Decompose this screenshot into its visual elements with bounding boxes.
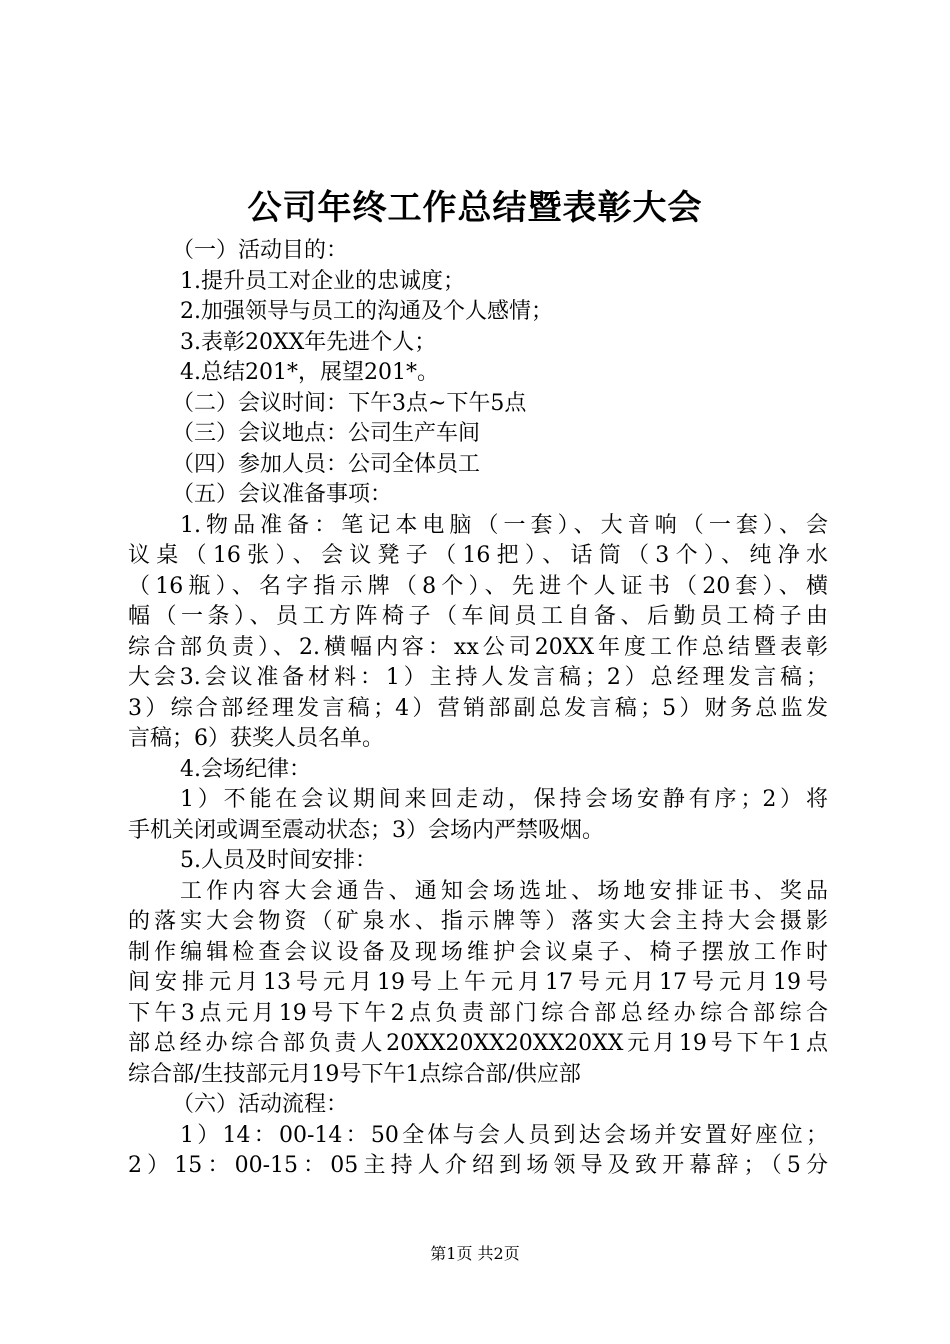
- text-line: 1）14：00-14：50全体与会人员到达会场并安置好座位；: [180, 1122, 828, 1148]
- text-line: 言稿；6）获奖人员名单。: [128, 726, 384, 751]
- text-line: 的落实大会物资（矿泉水、指示牌等）落实大会主持大会摄影: [128, 909, 828, 934]
- text-line: 制作编辑检查会议设备及现场维护会议桌子、椅子摆放工作时: [128, 939, 828, 965]
- page-title: 公司年终工作总结暨表彰大会: [247, 188, 703, 228]
- text-line: 4.总结201*，展望201*。: [180, 360, 439, 385]
- text-line: 议桌（16张）、会议凳子（16把）、话筒（3个）、纯净水: [128, 543, 828, 568]
- text-line: （一）活动目的：: [172, 238, 349, 263]
- text-line: （16瓶）、名字指示牌（8个）、先进个人证书（20套）、横: [128, 573, 828, 599]
- text-line: （四）参加人员：公司全体员工: [172, 451, 481, 477]
- text-line: 工作内容大会通告、通知会场选址、场地安排证书、奖品: [180, 878, 828, 904]
- text-line: 2）15：00-15：05主持人介绍到场领导及致开幕辞；（5分: [128, 1153, 828, 1178]
- text-line: 1.提升员工对企业的忠诚度；: [180, 268, 465, 294]
- text-line: （三）会议地点：公司生产车间: [172, 421, 481, 446]
- text-line: 3）综合部经理发言稿；4）营销部副总发言稿；5）财务总监发: [128, 695, 828, 721]
- text-line: （二）会议时间：下午3点~下午5点: [172, 390, 527, 416]
- text-line: 2.加强领导与员工的沟通及个人感情；: [180, 299, 553, 324]
- text-line: 部总经办综合部负责人20XX20XX20XX20XX元月19号下午1点: [128, 1031, 828, 1056]
- text-line: 3.表彰20XX年先进个人；: [180, 329, 437, 355]
- page-footer: 第1页 共2页: [430, 1244, 520, 1263]
- document-body: [128, 236, 828, 1182]
- text-line: 大会3.会议准备材料：1）主持人发言稿；2）总经理发言稿；: [128, 665, 828, 690]
- text-line: （五）会议准备事项：: [172, 482, 393, 507]
- text-line: 1）不能在会议期间来回走动，保持会场安静有序；2）将: [180, 787, 828, 812]
- text-line: 5.人员及时间安排：: [180, 848, 377, 873]
- text-line: 幅（一条）、员工方阵椅子（车间员工自备、后勤员工椅子由: [128, 604, 828, 629]
- text-line: 综合部/生技部元月19号下午1点综合部/供应部: [128, 1061, 581, 1087]
- text-line: 1.物品准备：笔记本电脑（一套）、大音响（一套）、会: [180, 512, 828, 538]
- text-line: 综合部负责）、2.横幅内容：xx公司20XX年度工作总结暨表彰: [128, 634, 828, 660]
- text-line: 间安排元月13号元月19号上午元月17号元月17号元月19号: [128, 970, 828, 995]
- text-line: 下午3点元月19号下午2点负责部门综合部总经办综合部综合: [128, 1000, 828, 1026]
- text-line: （六）活动流程：: [172, 1092, 349, 1117]
- text-line: 4.会场纪律：: [180, 756, 311, 782]
- text-line: 手机关闭或调至震动状态；3）会场内严禁吸烟。: [128, 817, 604, 843]
